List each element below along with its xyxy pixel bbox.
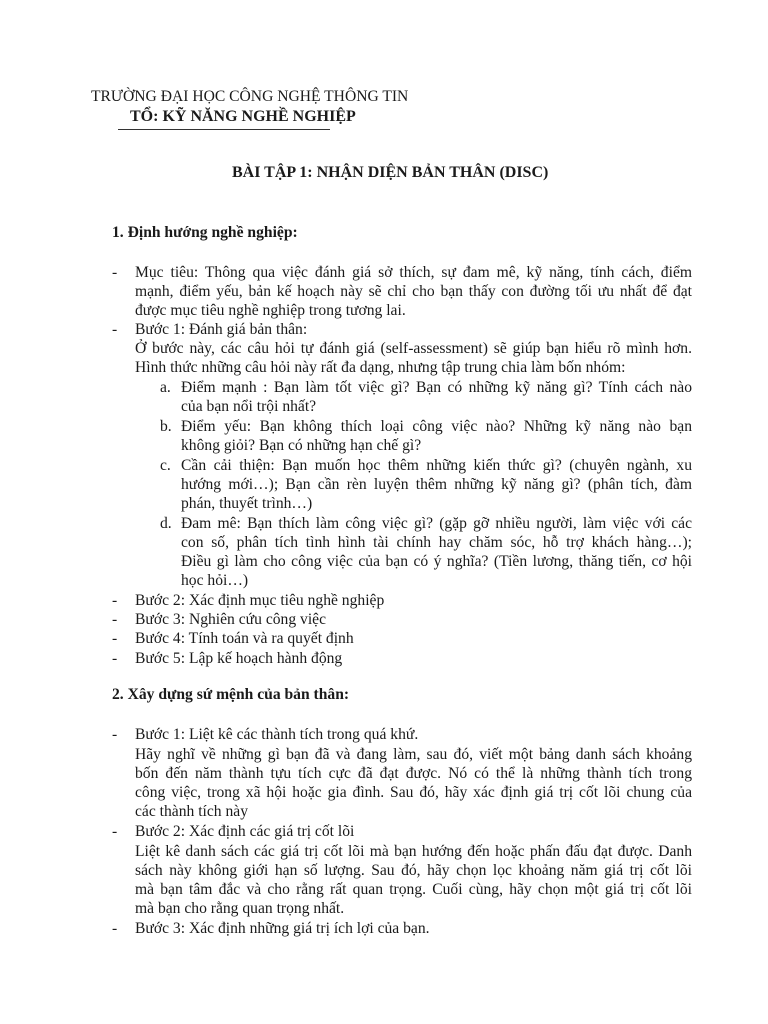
step-item: Bước 4: Tính toán và ra quyết định [135,630,354,647]
bullet-dash: - [112,920,118,937]
sub-c-line: Cần cải thiện: Bạn muốn học thêm những kiến thức gì? (chuyên ngành, xu [181,457,692,474]
sub-b-line: Điểm yếu: Bạn không thích loại công việc nào? Những kỹ năng nào bạn [181,418,692,435]
buoc1-line: Ở bước này, các câu hỏi tự đánh giá (self-assessment) sẽ giúp bạn hiểu rõ mình hơn. [135,340,692,357]
muc-tieu-line: Mục tiêu: Thông qua việc đánh giá sở thích, sự đam mê, kỹ năng, tính cách, điểm [135,264,692,281]
section2-heading: 2. Xây dựng sứ mệnh của bản thân: [112,686,350,703]
s2-buoc2-line: sách này không giới hạn số lượng. Sau đó, hãy chọn lọc khoảng năm giá trị cốt lõi [135,862,692,879]
bullet-dash: - [112,611,118,628]
bullet-dash: - [112,726,118,743]
sub-d-line: Điều gì làm cho công việc của bạn có ý nghĩa? (Tiền lương, thăng tiến, cơ hội [181,553,692,570]
muc-tieu-line: được mục tiêu nghề nghiệp trong tương lai. [135,302,406,319]
header-underline [118,129,330,130]
list-marker-d: d. [160,515,172,532]
s2-buoc2-line: mà bạn cho rằng quan trọng nhất. [135,900,345,917]
bullet-dash: - [112,630,118,647]
s2-buoc1-line: bốn đến năm thành tựu tích cực đã đạt được. Nó có thể là những thành tích trong [135,765,692,782]
sub-b-line: không giỏi? Bạn có những hạn chế gì? [181,437,422,454]
sub-d-line: Đam mê: Bạn thích làm công việc gì? (gặp gỡ nhiều người, làm việc với các [181,515,692,532]
bullet-dash: - [112,823,118,840]
step-item: Bước 5: Lập kế hoạch hành động [135,650,343,667]
s2-buoc1-line: công việc, trong xã hội hoặc gia đình. Sau đó, hãy xác định giá trị cốt lõi chung của [135,784,692,801]
step-item: Bước 2: Xác định mục tiêu nghề nghiệp [135,592,385,609]
bullet-dash: - [112,650,118,667]
sub-d-line: con số, phân tích tình hình tài chính hay chăm sóc, hỗ trợ khách hàng…); [181,534,692,551]
sub-c-line: hướng mới…); Bạn cần rèn luyện thêm những kỹ năng gì? (phân tích, đàm [181,476,692,493]
step-item: Bước 3: Nghiên cứu công việc [135,611,327,628]
s2-buoc2-line: mà bạn tâm đắc và cho rằng rất quan trọng. Cuối cùng, hãy chọn một giá trị cốt lõi [135,881,692,898]
buoc1-heading: Bước 1: Đánh giá bản thân: [135,321,308,338]
list-marker-c: c. [160,457,171,474]
s2-buoc1-heading: Bước 1: Liệt kê các thành tích trong quá khứ. [135,726,419,743]
s2-buoc3: Bước 3: Xác định những giá trị ích lợi của bạn. [135,920,430,937]
school-name: TRƯỜNG ĐẠI HỌC CÔNG NGHỆ THÔNG TIN [91,88,409,105]
s2-buoc1-line: các thành tích này [135,803,249,820]
list-marker-a: a. [160,379,171,396]
sub-c-line: phán, thuyết trình…) [181,495,313,512]
list-marker-b: b. [160,418,172,435]
s2-buoc2-heading: Bước 2: Xác định các giá trị cốt lõi [135,823,355,840]
sub-a-line: Điểm mạnh : Bạn làm tốt việc gì? Bạn có những kỹ năng gì? Tính cách nào [181,379,692,396]
muc-tieu-line: mạnh, điểm yếu, bản kế hoạch này sẽ chỉ cho bạn thấy con đường tối ưu nhất để đạt [135,283,692,300]
bullet-dash: - [112,592,118,609]
s2-buoc2-line: Liệt kê danh sách các giá trị cốt lõi mà bạn hướng đến hoặc phấn đấu đạt được. Danh [135,843,692,860]
section1-heading: 1. Định hướng nghề nghiệp: [112,224,298,241]
sub-d-line: học hỏi…) [181,572,249,589]
buoc1-line: Hình thức những câu hỏi này rất đa dạng, nhưng tập trung chia làm bốn nhóm: [135,359,626,376]
department-name: TỔ: KỸ NĂNG NGHỀ NGHIỆP [130,108,356,125]
sub-a-line: của bạn nổi trội nhất? [181,398,317,415]
s2-buoc1-line: Hãy nghĩ về những gì bạn đã và đang làm, sau đó, viết một bảng danh sách khoảng [135,746,692,763]
bullet-dash: - [112,321,118,338]
bullet-dash: - [112,264,118,281]
document-title: BÀI TẬP 1: NHẬN DIỆN BẢN THÂN (DISC) [232,164,549,181]
